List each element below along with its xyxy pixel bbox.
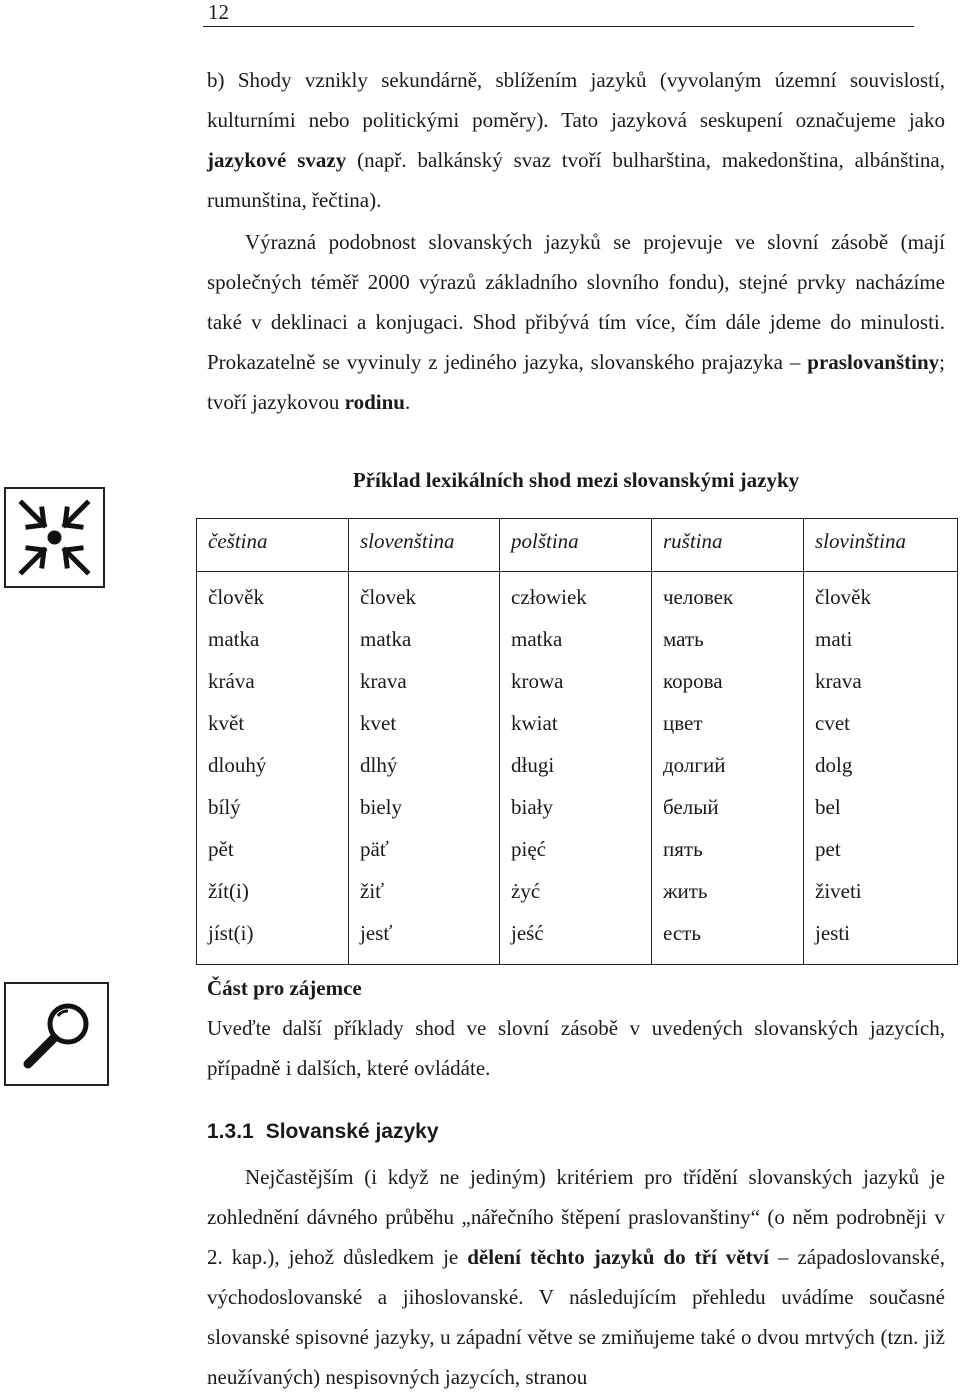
table-cell: белый [652,786,804,828]
interest-text: Uveďte další příklady shod ve slovní zásobě v uvedených slovanských jazycích, případně i dalších, které ovládáte. [207,1016,945,1080]
table-cell: корова [652,660,804,702]
table-cell: jíst(i) [197,912,349,965]
table-cell: biely [349,786,500,828]
table-cell: člověk [804,572,958,619]
table-cell: krava [804,660,958,702]
column-header: slovinština [804,519,958,572]
table-row [197,912,958,965]
section-heading [207,1112,439,1152]
paragraph-b: b) Shody vznikly sekundárně, sblížením jazyků (vyvolaným územní souvislostí, kulturními nebo politickými poměry). Tato jazyková seskupení označujeme jako jazykové svazy (např. balkánský svaz tvoří bulharština, makedonština, albánština, rumunština, řečtina). [207,68,945,212]
paragraph-similarity: Výrazná podobnost slovanských jazyků se projevuje ve slovní zásobě (mají společných téměř 2000 výrazů základního slovního fondu), stejné prvky nacházíme také v deklinaci a konjugaci. Shod přibývá tím více, čím dále jdeme do minulosti. Prokazatelně se vyvinuly z jediného jazyka, slovanského prajazyka – praslovanštiny; tvoří jazykovou rodinu. [207,230,945,414]
table-cell: živeti [804,870,958,912]
table-cell: человек [652,572,804,619]
column-header: slovenština [349,519,500,572]
table-cell: kráva [197,660,349,702]
term-rodina: rodinu [344,390,405,414]
table-cell: mati [804,618,958,660]
table-cell: цвет [652,702,804,744]
table-cell: jesti [804,912,958,965]
table-row [197,660,958,702]
table-cell: matka [197,618,349,660]
interest-section [207,968,945,1088]
table-cell: есть [652,912,804,965]
table-row [197,572,958,619]
table-cell: květ [197,702,349,744]
table-cell: kwiat [500,702,652,744]
table-cell: člověk [197,572,349,619]
table-cell: žiť [349,870,500,912]
section-title: Slovanské jazyky [265,1120,439,1143]
term-jazykove-svazy: jazykové svazy [207,148,347,172]
table-cell: dlouhý [197,744,349,786]
table-cell: пять [652,828,804,870]
table-row [197,702,958,744]
interest-title: Část pro zájemce [207,976,362,1000]
table-row [197,786,958,828]
table-cell: človek [349,572,500,619]
table-cell: bílý [197,786,349,828]
table-cell: długi [500,744,652,786]
magnifier-icon [4,982,109,1086]
table-cell: cvet [804,702,958,744]
table-cell: bel [804,786,958,828]
table-caption: Příklad lexikálních shod mezi slovanskými jazyky [352,468,800,492]
table-cell: žít(i) [197,870,349,912]
table-cell: matka [349,618,500,660]
lexical-table [196,518,958,965]
table-cell: człowiek [500,572,652,619]
header-rule [203,26,914,27]
table-cell: pet [804,828,958,870]
table-cell: matka [500,618,652,660]
section-number: 1.3.1 [207,1120,254,1143]
table-cell: biały [500,786,652,828]
table-cell: jesť [349,912,500,965]
table-row [197,870,958,912]
table-cell: долгий [652,744,804,786]
table-cell: pięć [500,828,652,870]
paragraph-criteria: Nejčastějším (i když ne jediným) kritériem pro třídění slovanských jazyků je zohlednění dávného průběhu „nářečního štěpení praslovanštiny“ (o něm podrobněji v 2. kap.), jehož důsledkem je dělení těchto jazyků do tří větví – západoslovanské, východoslovanské a jihoslovanské. V následujícím přehledu uvádíme současné slovanské spisovné jazyky, u západní větve se zmiňujeme také o dvou mrtvých (tzn. již neužívaných) nespisovných jazycích, stranou [207,1165,945,1389]
table-cell: jeść [500,912,652,965]
table-row [197,828,958,870]
table-row [197,744,958,786]
table-cell: krowa [500,660,652,702]
table-cell: dlhý [349,744,500,786]
table-cell: päť [349,828,500,870]
table-cell: жить [652,870,804,912]
table-cell: dolg [804,744,958,786]
column-header: ruština [652,519,804,572]
term-praslovanstina: praslovanštiny [807,350,940,374]
table-cell: мать [652,618,804,660]
table-cell: pět [197,828,349,870]
table-header-row [197,519,958,572]
table-cell: żyć [500,870,652,912]
table-row [197,618,958,660]
column-header: polština [500,519,652,572]
table-cell: krava [349,660,500,702]
term-deleni: dělení těchto jazyků do tří větví [467,1245,769,1269]
table-cell: kvet [349,702,500,744]
arrows-converge-icon [4,487,105,588]
column-header: čeština [197,519,349,572]
page-number: 12 [208,0,229,24]
